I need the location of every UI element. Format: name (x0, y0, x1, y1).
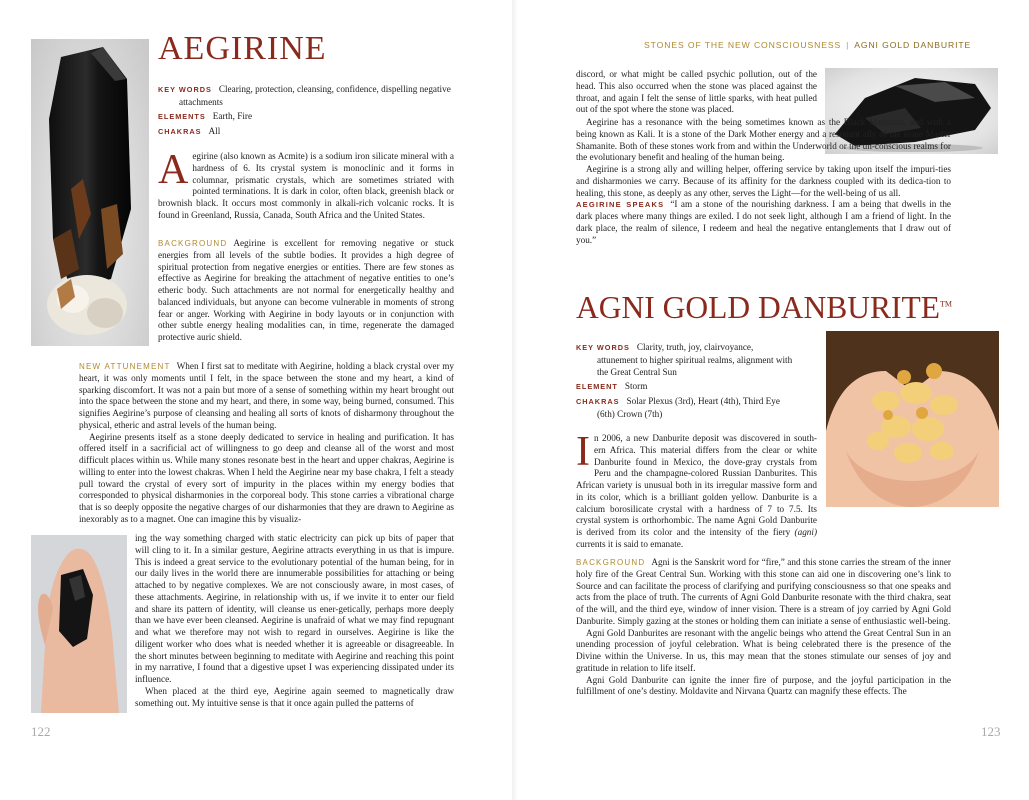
agni-background-text: Agni is the Sanskrit word for “fire,” and this stone carries the stream of the inner holy fire of the Great Central Sun. Working with this stone can aid one in discovering one’s link to Source and can facilitate the process of clarifying and purifying consciousness so that one speaks and acts from the place of truth. The currents of Agni Gold Danburite resonate with the third chakra, seat of the will, and the third eye, window of inner vision. There is a stream of joy carried by Agni Gold Danburite. Simply gazing at the stones or holding them can initiate a sense of enthusiastic well-being. (576, 557, 951, 626)
chakras-row (158, 125, 458, 138)
agni-keywords-label: KEY WORDS (576, 343, 630, 352)
para-angelic: Agni Gold Danburites are resonant with the angelic beings who attend the Great Central Sun in an unending procession of joyful celebration. What is being celebrated there is the presence of the Divine within the Universe. In us, this may mean that the stones stimulate our senses of joy and gratitude in relation to life itself. (576, 627, 951, 673)
agni-keywords-text: Clarity, truth, joy, clairvoyance, attunement to higher spiritual realms, alignment with the Great Central Sun (597, 342, 793, 377)
background-text: Aegirine is excellent for removing negative or stuck energies from all levels of the subtle bodies. It provides a high degree of spiritual protection from negative energies or entities. There are few stones as effective as Aegirine for breaking the attachment of negative entities to one’s etheric body. Such attachments are not normal for energetically healthy and balanced individuals, but anyone can become vulnerable in moments of strong fear or anger. Working with Aegirine in body layouts or in conjunction with other subtle energy healing modalities can, in time, regenerate the damaged protective auric shield. (158, 238, 454, 342)
agni-italic: (agni) (794, 527, 817, 537)
para-helper: Aegirine is a strong ally and willing helper, offering service by taking upon itself the impuri-ties and disharmonies we carry. Because of its affinity for the darkness coupled with its dedica-tion to healing, this stone, as deeply as any other, serves the Light—for the well-being of us all. (576, 164, 951, 198)
agni-chakras-row (576, 395, 796, 420)
agni-element-text: Storm (624, 381, 648, 391)
agni-background (576, 557, 951, 698)
new-attunement-text: When I first sat to meditate with Aegirine, holding a black crystal over my heart, it was only moments until I felt, in the space between the stone and my heart, a kind of sparking discomfort. It was not a pain but more of a sense of something within my heart brought out into the space between the stone and my heart, and there, in some way, being burned, consumed. This signifies Aegirine’s purpose of cleansing and healing all sorts of knots of disharmony throughout the physical, etheric and astral levels of the human being. (79, 361, 454, 430)
agni-intro-text: n 2006, a new Danburite deposit was discovered in south-ern Africa. This material differs from the clear or white Danburite found in Mexico, the dove-gray crystals from Peru and the champagne-colored Russian Danburites. This African variety is unusual both in its irregular massive form and in its color, which is a brilliant golden yellow. Danburite is a calcium borosilicate crystal with a hardness of 7 to 7.5. Its crystal system is orthorhombic. The name Agni Gold Danburite is derived from its color and the intensity of the fiery (576, 433, 817, 537)
gutter-shadow (512, 0, 518, 800)
hand-holding-aegirine-photo (31, 535, 127, 713)
agni-element-row (576, 380, 796, 393)
aegirine-attunement (79, 361, 454, 526)
new-attunement-label: NEW ATTUNEMENT (79, 362, 171, 371)
aegirine-para-2: Aegirine presents itself as a stone deeply dedicated to service in healing and purification. It has offered itself in a sacrificial act of willingness to go deep and cleanse all of the worst and most difficult places within us. While many stones resonate best in the heart and upper chakras, Aegirine is willing to enter into the lowest chakras. When I held the Aegirine near my base chakra, I felt a steady pull toward the crystal of every sort of impurity in the places within my energy bodies that corresponded to physical disharmonies in the corporeal body. This stone carries a vibrational charge that is so deeply opposite the negative charges of our disharmonies that they are drawn to Aegirine as inexorably as to a magnet. One can imagine this by visualiz- (79, 431, 454, 524)
chakras-label: CHAKRAS (158, 127, 202, 136)
agni-element-label: ELEMENT (576, 382, 618, 391)
hands-golden-danburite-photo (826, 331, 999, 507)
running-head-chapter: AGNI GOLD DANBURITE (854, 40, 972, 50)
running-head (644, 40, 971, 50)
agni-intro-tail: currents it is said to emanate. (576, 538, 684, 549)
aegirine-background (158, 238, 454, 344)
madonna-block (576, 117, 951, 246)
running-head-separator: | (846, 40, 850, 50)
agni-intro (576, 429, 817, 551)
top-text: discord, or what might be called psychic pollution, out of the head. This also occurred when the stone was placed against the throat, and again I felt the sense of little sparks, with heat pulled out of the spot where the stone was placed. (576, 69, 817, 115)
page-number-left: 122 (31, 724, 51, 739)
agni-keywords (576, 341, 796, 422)
keywords-text: Clearing, protection, cleansing, confidence, dispelling negative attachments (179, 84, 451, 107)
background-label: BACKGROUND (158, 239, 228, 248)
agni-title-text: AGNI GOLD DANBURITE (576, 290, 940, 325)
dropcap-i: I (576, 429, 590, 475)
aegirine-speaks-label: AEGIRINE SPEAKS (576, 200, 665, 210)
aegirine-keywords (158, 83, 458, 140)
para-madonna: Aegirine has a resonance with the being sometimes known as the Black Madonna, and with a being known as Kali. It is a stone of the Dark Mother energy and a resonant ally of the stone Master Shamanite. Both of these stones work from and within the Underworld or the un-conscious realms for the evolutionary benefit and healing of the human being. (576, 117, 951, 163)
keywords-label: KEY WORDS (158, 85, 212, 94)
elements-text: Earth, Fire (212, 111, 253, 121)
aegirine-crystal-photo (31, 39, 149, 346)
intro-text: egirine (also known as Acmite) is a sodium iron silicate mineral with a hardness of 6. Its crystal system is monoclinic and it forms in columnar, prismatic crystals, which are sometimes striated with pointed terminations. It is dark in color, often black, greenish black or brownish black. It occurs most commonly in alkali-rich volcanic rocks. It is found in Greenland, Russia, Canada, South Africa and the United States. (158, 151, 454, 220)
agni-chakras-text: Solar Plexus (3rd), Heart (4th), Third Eye (6th) Crown (7th) (597, 396, 780, 419)
aegirine-para-4: When placed at the third eye, Aegirine again seemed to magnetically draw something out. My intuitive sense is that it once again pulled the patterns of (135, 685, 454, 708)
page-number-right: 123 (981, 724, 1001, 739)
running-head-book: STONES OF THE NEW CONSCIOUSNESS (644, 40, 842, 50)
keywords-row (158, 83, 458, 108)
aegirine-para-3: ing the way something charged with static electricity can pick up bits of paper that will cling to it. In a similar gesture, Aegirine attracts everything in us that is impure. This is indeed a great service to the evolutionary potential of the human being, for in our daily lives in the world there are innumerable possibilities for attaching or being attached to by negative complexes. We are not consciously aware, in most cases, of these attachments. Aegirine, in relationship with us, if we invite it to enter our field and share its pattern of identity, will cleanse us ener-getically, perhaps more deeply than we have ever been cleansed. Aegirine is unafraid of what we may find repugnant and what we therefore may not wish to regard in ourselves. Aegirine is like the diligent worker who does what is needed whether it is agreeable or disagreeable. In the short minutes between beginning to meditate with Aegirine and reaching this point in my narrative, I found that a digestive upset I was experiencing dissipated under its influence. (135, 533, 454, 684)
aegirine-title: AEGIRINE (158, 30, 327, 67)
aegirine-continued (576, 69, 817, 116)
elements-label: ELEMENTS (158, 112, 206, 121)
elements-row (158, 110, 458, 123)
agni-keywords-row (576, 341, 796, 378)
aegirine-speaks-text: “I am a stone of the nourishing darkness. I am a being that dwells in the dark places where many things are exiled. I do not seek light, although I am a friend of light. In the dark place, the realm of silence, I redeem and heal the negative entanglements that I draw out of you.” (576, 199, 951, 245)
agni-title (576, 290, 952, 326)
dropcap-a: A (158, 147, 189, 193)
para-ignite: Agni Gold Danburite can ignite the inner fire of purpose, and the joyful participation in the fulfillment of one’s destiny. Moldavite and Nirvana Quartz can magnify these effects. The (576, 674, 951, 697)
aegirine-para-3-block (135, 533, 454, 709)
agni-chakras-label: CHAKRAS (576, 397, 620, 406)
agni-background-label: BACKGROUND (576, 558, 646, 567)
aegirine-intro (158, 147, 454, 222)
trademark-mark: TM (939, 299, 952, 309)
chakras-text: All (208, 126, 221, 136)
